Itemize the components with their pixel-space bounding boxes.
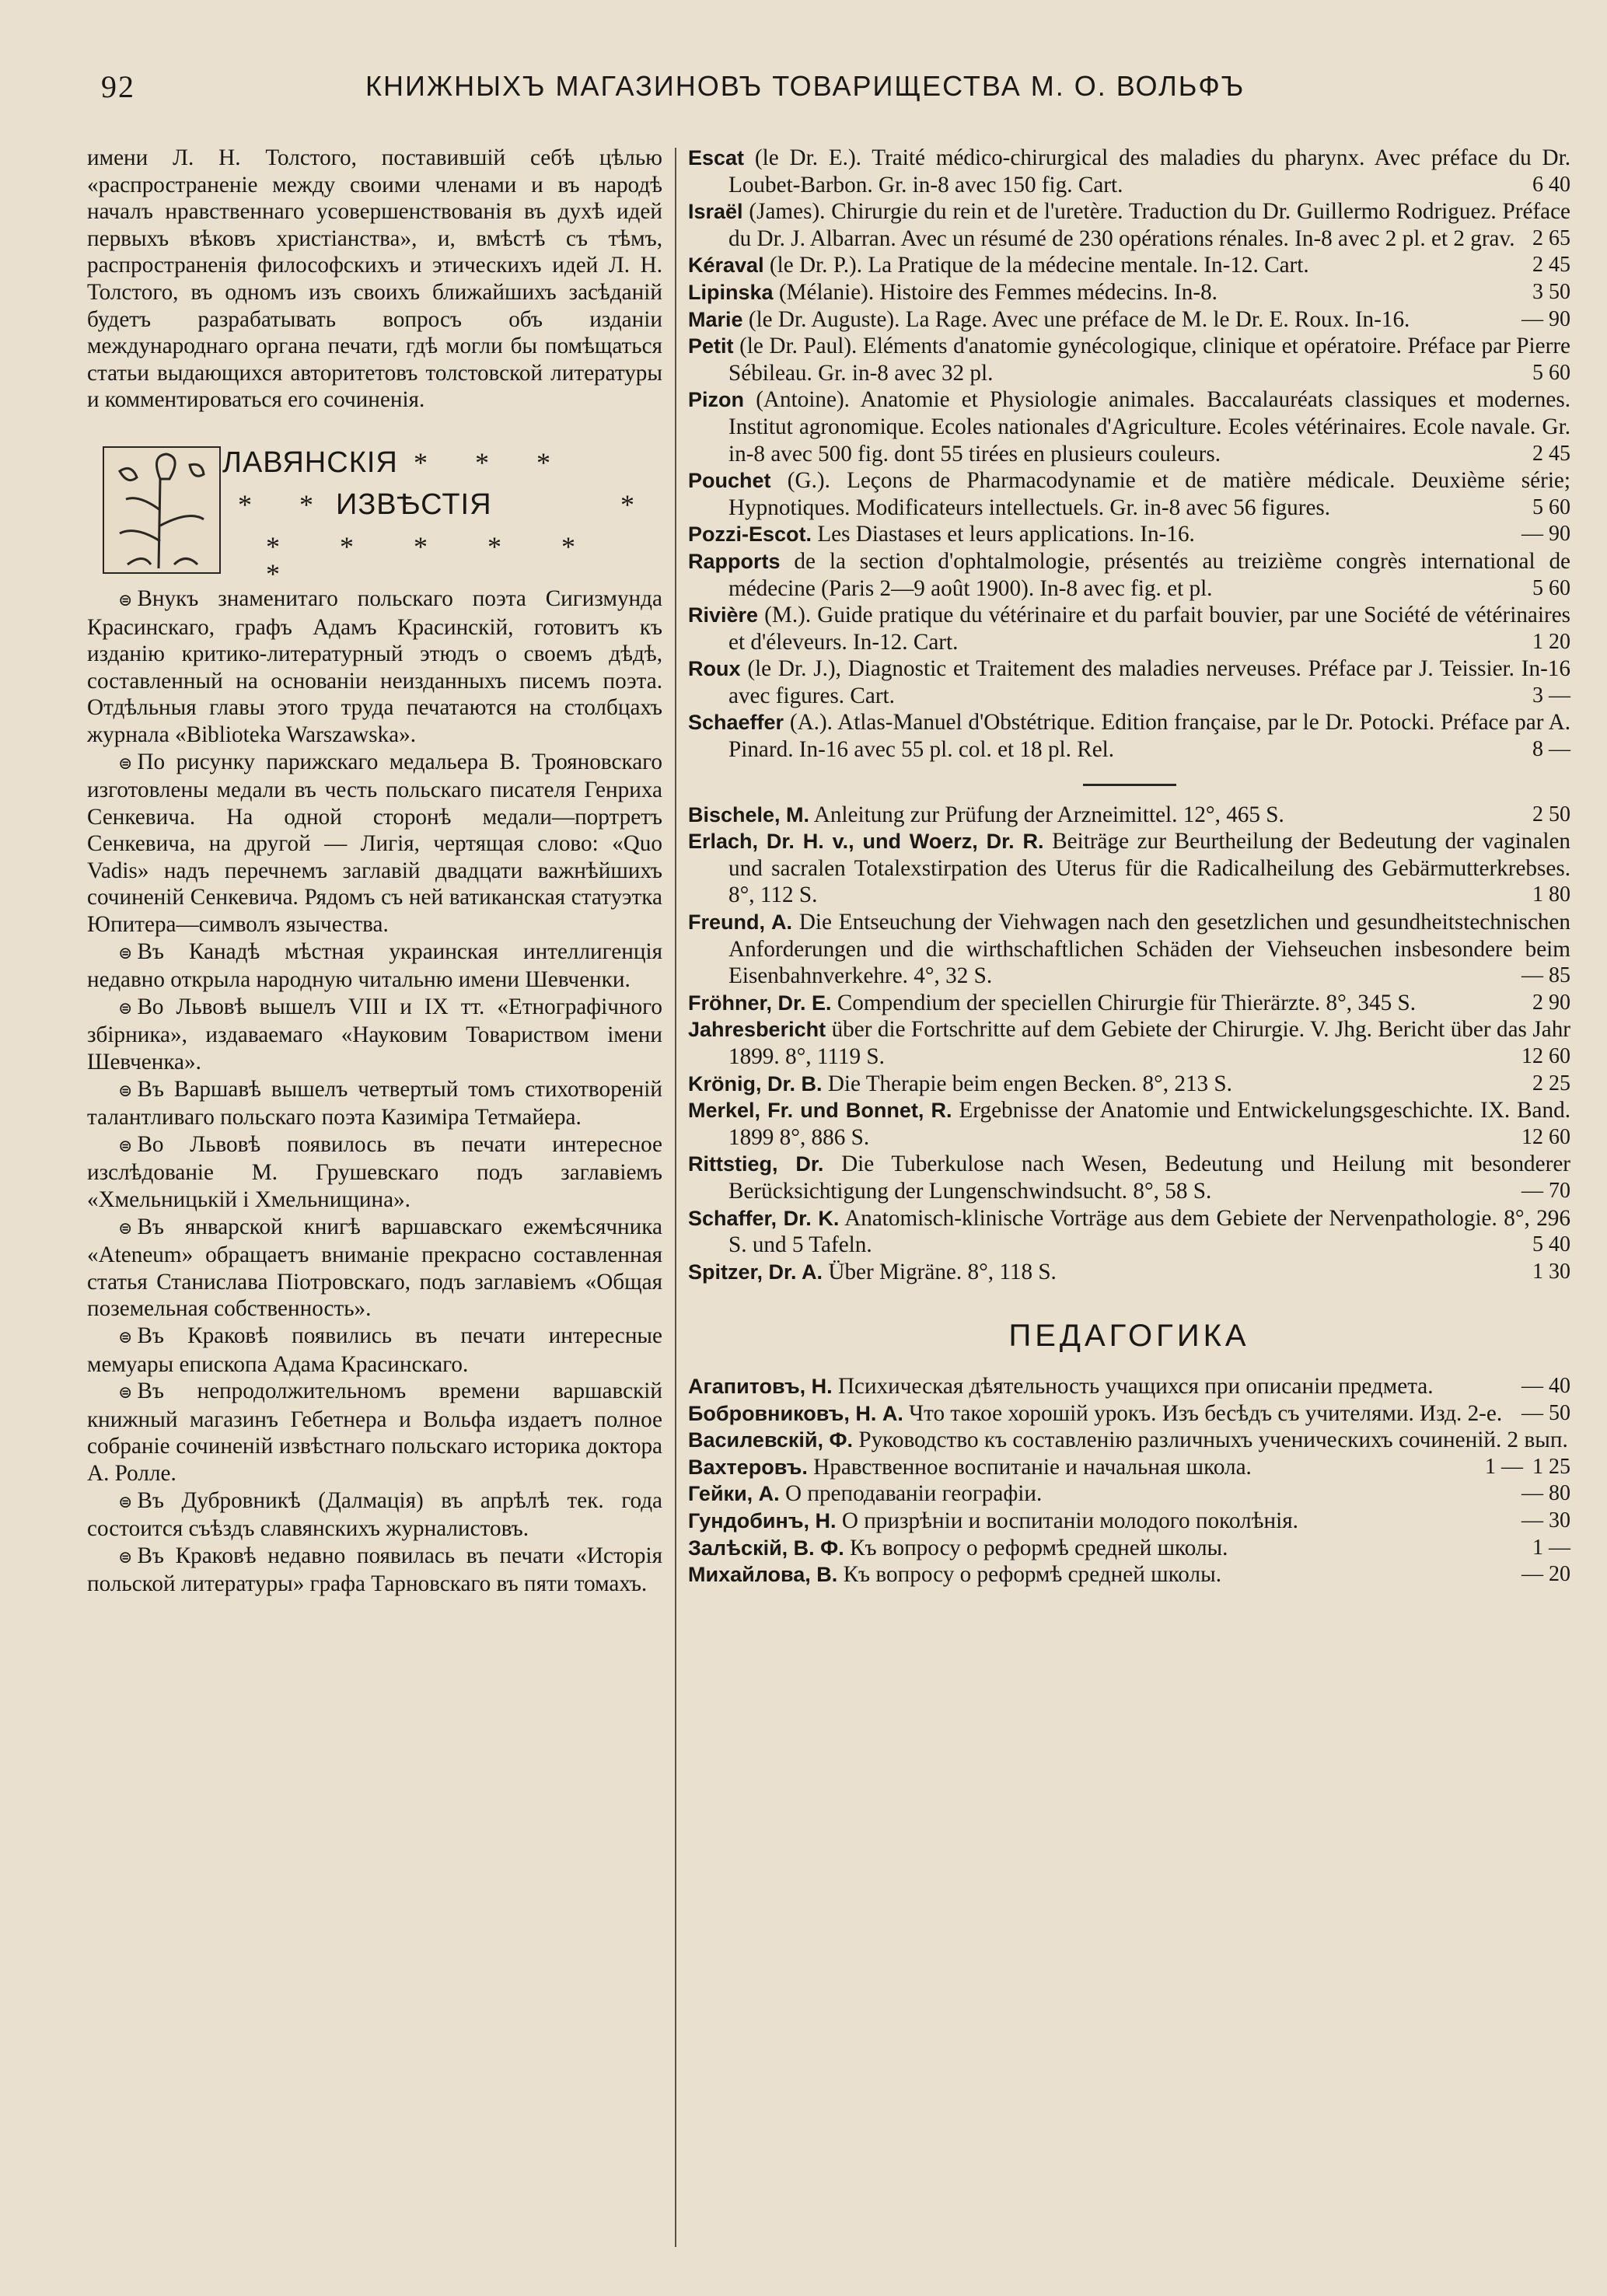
- catalog-entry: [688, 1400, 1570, 1428]
- catalog-entry: [688, 1508, 1570, 1535]
- catalog-entry: [688, 386, 1570, 467]
- entry-author: Marie: [688, 307, 743, 331]
- flower-ornament-icon: [103, 446, 221, 574]
- entry-author: Бобровниковъ, Н. А.: [688, 1401, 903, 1425]
- entry-price: — 30: [1521, 1508, 1570, 1532]
- entry-title: Anleitung zur Prüfung der Arzneimittel. 12°, 465 S.: [813, 802, 1284, 827]
- decorative-stars: * *: [238, 488, 334, 520]
- entry-author: Pozzi-Escot.: [688, 522, 812, 547]
- pedagogy-heading: ПЕДАГОГИКА: [1008, 1319, 1250, 1354]
- catalog-entry: [688, 1454, 1570, 1481]
- entry-author: Erlach, Dr. H. v., und Woerz, Dr. R.: [688, 830, 1044, 854]
- entry-title: Къ вопросу о реформѣ средней школы.: [850, 1535, 1228, 1560]
- entry-author: Israël: [688, 200, 743, 224]
- running-title: КНИЖНЫХЪ МАГАЗИНОВЪ ТОВАРИЩЕСТВА М. О. ВОЛЬФЪ: [365, 70, 1245, 102]
- bullet-mark-icon: ⊜: [118, 1546, 133, 1567]
- entry-price: 5 60: [1532, 494, 1570, 519]
- catalog-entry: [688, 1561, 1570, 1588]
- decorative-stars: *: [620, 488, 655, 520]
- entry-author: Залѣскій, В. Ф.: [688, 1536, 844, 1560]
- entry-author: Rittstieg, Dr.: [688, 1152, 824, 1176]
- entry-author: Kéraval: [688, 253, 764, 278]
- news-item: ⊜ Въ январской книгѣ варшавскаго ежемѣсячника «Ateneum» обращаетъ вниманіе прекрасно составленная статья Станислава Піотровскаго, подъ заглавіемъ «Общая поземельная собственность».: [87, 1214, 662, 1322]
- entry-title: О призрѣніи и воспитаніи молодого поколѣнія.: [841, 1508, 1298, 1533]
- catalog-entry: [688, 306, 1570, 334]
- catalog-entry: [688, 1151, 1570, 1204]
- catalog-entry: [688, 990, 1570, 1017]
- catalog-entry: [688, 828, 1570, 909]
- entry-price: 2 45: [1532, 441, 1570, 466]
- entry-title: (le Dr. Paul). Eléments d'anatomie gynécologique, clinique et opératoire. Préface par Pierre Sébileau. Gr. in-8 avec 32 pl.: [728, 334, 1570, 386]
- catalog-entry: [688, 521, 1570, 548]
- section-title-line1: ЛАВЯНСКІЯ: [222, 446, 398, 479]
- entry-title: Нравственное воспитаніе и начальная школа.: [813, 1454, 1252, 1480]
- catalog-entry: [688, 198, 1570, 252]
- news-item: ⊜ Во Львовѣ вышелъ VIII и IX тт. «Етнографічного збірника», издаваемаго «Науковим Товариством імени Шевченка».: [87, 994, 662, 1075]
- left-column: [87, 145, 662, 1598]
- entry-title: (James). Chirurgie du rein et de l'uretère. Traduction du Dr. Guillermo Rodriguez. Préface du Dr. J. Albarran. Avec un résumé de 230 opérations rénales. In-8 avec 2 pl. et 2 grav.: [728, 199, 1570, 251]
- entry-price: 1 —: [1485, 1454, 1523, 1479]
- news-item: ⊜ Въ Варшавѣ вышелъ четвертый томъ стихотвореній талантливаго польскаго поэта Казиміра Тетмайера.: [87, 1076, 662, 1131]
- section-separator: [1083, 784, 1176, 786]
- entry-price: 1 30: [1532, 1259, 1570, 1284]
- bullet-mark-icon: ⊜: [118, 1382, 133, 1403]
- entry-price: — 70: [1521, 1178, 1570, 1203]
- entry-title: Über Migräne. 8°, 118 S.: [828, 1259, 1057, 1284]
- page-number: 92: [101, 69, 135, 104]
- catalog-entry: [688, 1480, 1570, 1508]
- entry-price: 2 25: [1532, 1071, 1570, 1096]
- entry-title: (A.). Atlas-Manuel d'Obstétrique. Edition française, par le Dr. Potocki. Préface par A. Pinard. In-16 avec 55 pl. col. et 18 pl. Rel.: [728, 710, 1571, 763]
- entry-author: Roux: [688, 657, 741, 681]
- entry-price: 3 50: [1532, 279, 1570, 304]
- entry-title: Die Entseuchung der Viehwagen nach den gesetzlichen und gesundheitstechnischen Anforderungen und die wirthschaftlichen Schäden der Viehseuchen insbesondere beim Eisenbahnverkehre. 4°, 32 S.: [728, 910, 1570, 989]
- entry-title: (M.). Guide pratique du vétérinaire et du parfait bouvier, par une Société de vétérinaires et d'éleveurs. In-12. Cart.: [728, 603, 1571, 655]
- bullet-mark-icon: ⊜: [118, 1326, 133, 1347]
- entry-author: Pouchet: [688, 469, 771, 493]
- catalog-entry: [688, 145, 1570, 198]
- catalog-entry: [688, 1205, 1570, 1259]
- entry-author: Petit: [688, 334, 734, 358]
- entry-author: Schaeffer: [688, 711, 784, 735]
- entry-title: Les Diastases et leurs applications. In-16.: [817, 522, 1195, 547]
- entry-title: Compendium der speciellen Chirurgie für Thierärzte. 8°, 345 S.: [837, 990, 1416, 1015]
- entry-price: — 90: [1521, 522, 1570, 547]
- entry-title: Руководство къ составленію различныхъ ученическихъ сочиненій. 2 вып.: [858, 1428, 1568, 1453]
- catalog-entry: [688, 548, 1570, 602]
- german-medical-list: [688, 802, 1570, 1286]
- bullet-mark-icon: ⊜: [118, 998, 133, 1018]
- catalog-entry: [688, 802, 1570, 829]
- entry-price: — 20: [1521, 1562, 1570, 1587]
- entry-title: (Antoine). Anatomie et Physiologie animales. Baccalauréats classiques et modernes. Institut agronomique. Ecoles nationales d'Agriculture. Ecoles vétérinaires. Ecole navale. Gr. in-8 avec 500 fig. dont 55 tirées en plusieurs couleurs.: [728, 387, 1571, 467]
- entry-author: Escat: [688, 146, 745, 169]
- catalog-entry: [688, 1097, 1570, 1151]
- entry-price: 2 90: [1532, 990, 1570, 1015]
- entry-price: 3 —: [1532, 683, 1570, 708]
- entry-title: Die Tuberkulose nach Wesen, Bedeutung und Heilung mit besonderer Berücksichtigung der Lungenschwindsucht. 8°, 58 S.: [728, 1151, 1570, 1204]
- right-column: [688, 145, 1570, 1588]
- entry-title: Ergebnisse der Anatomie und Entwickelungsgeschichte. IX. Band. 1899 8°, 886 S.: [728, 1098, 1570, 1150]
- entry-price: 5 60: [1532, 360, 1570, 385]
- entry-title: (le Dr. Auguste). La Rage. Avec une préface de M. le Dr. E. Roux. In-16.: [748, 306, 1410, 332]
- news-item: ⊜ Въ Краковѣ появились въ печати интересные мемуары епископа Адама Красинскаго.: [87, 1323, 662, 1377]
- bullet-mark-icon: ⊜: [118, 1135, 133, 1155]
- intro-paragraph: имени Л. Н. Толстого, поставившій себѣ цѣлью «распространеніе между своими членами и въ народѣ началъ нравственнаго усовершенствованія въ духѣ идей первыхъ вѣковъ христіанства», и, вмѣстѣ съ тѣмъ, распространенія философскихъ и этическихъ идей Л. Н. Толстого, въ одномъ изъ своихъ ближайшихъ засѣданій будетъ разрабатывать вопросъ объ изданіи международнаго органа печати, гдѣ могли бы помѣщаться статьи выдающихся авторитетовъ толстовской литературы и комментироваться его сочиненія.: [87, 145, 662, 413]
- entry-price: 5 60: [1532, 575, 1570, 600]
- entry-title: Что такое хорошій урокъ. Изъ бесѣдъ съ учителями. Изд. 2-е.: [909, 1400, 1503, 1426]
- catalog-entry: [688, 1071, 1570, 1098]
- entry-price: 8 —: [1532, 737, 1570, 762]
- decorative-stars: * * *: [414, 446, 571, 478]
- entry-title: Anatomisch-klinische Vorträge aus dem Gebiete der Nervenpathologie. 8°, 296 S. und 5 Tafeln.: [728, 1205, 1570, 1258]
- news-item: ⊜ Въ Краковѣ недавно появилась въ печати «Исторія польской литературы» графа Тарновскаго въ пяти томахъ.: [87, 1543, 662, 1597]
- entry-title: (G.). Leçons de Pharmacodynamie et de matière médicale. Deuxième série; Hypnotiques. Modificateurs intellectuels. Gr. in-8 avec 56 figures.: [728, 468, 1570, 520]
- news-item: ⊜ Внукъ знаменитаго польскаго поэта Сигизмунда Красинскаго, графъ Адамъ Красинскій, готовитъ къ изданію критико-литературный этюдъ о своемъ дѣдѣ, составленный на основаніи неизданныхъ писемъ поэта. Отдѣльныя главы этого труда печатаются на столбцахъ журнала «Biblioteka Warszawska».: [87, 585, 662, 747]
- bullet-mark-icon: ⊜: [118, 753, 133, 773]
- entry-price: — 40: [1521, 1373, 1570, 1398]
- entry-author: Spitzer, Dr. A.: [688, 1260, 823, 1284]
- entry-title: (Mélanie). Histoire des Femmes médecins. In-8.: [778, 279, 1217, 305]
- entry-price: — 85: [1521, 963, 1570, 988]
- catalog-entry: [688, 333, 1570, 386]
- entry-price: 1 —: [1532, 1535, 1570, 1560]
- french-medical-list: [688, 145, 1570, 764]
- entry-author: Lipinska: [688, 280, 774, 304]
- news-item: ⊜ Въ Канадѣ мѣстная украинская интеллигенція недавно открыла народную читальню имени Шевченки.: [87, 938, 662, 993]
- entry-price: 1 80: [1532, 882, 1570, 907]
- news-item: ⊜ По рисунку парижскаго медальера В. Трояновскаго изготовлены медали въ честь польскаго писателя Генриха Сенкевича. На одной сторонѣ медали—портретъ Сенкевича, на другой — Лигія, чертящая слово: «Quo Vadis» надъ перечнемъ заглавій двадцати важнѣйшихъ сочиненій Сенкевича. Рядомъ съ ней ватиканская статуэтка Юпитера—символъ язычества.: [87, 749, 662, 938]
- catalog-entry: [688, 1259, 1570, 1286]
- entry-author: Merkel, Fr. und Bonnet, R.: [688, 1099, 952, 1123]
- catalog-entry: [688, 252, 1570, 279]
- entry-price: 2 45: [1532, 253, 1570, 278]
- entry-title: über die Fortschritte auf dem Gebiete der Chirurgie. V. Jhg. Bericht über das Jahr 1899. 8°, 1119 S.: [728, 1017, 1571, 1069]
- news-item: ⊜ Въ непродолжительномъ времени варшавскій книжный магазинъ Гебетнера и Вольфа издаетъ полное собраніе сочиненій извѣстнаго польскаго историка доктора А. Ролле.: [87, 1379, 662, 1486]
- column-divider: [675, 148, 676, 2247]
- entry-author: Fröhner, Dr. E.: [688, 991, 832, 1015]
- entry-price: 1 25: [1532, 1454, 1570, 1479]
- entry-price: 2 50: [1532, 802, 1570, 826]
- page-header: [101, 68, 1555, 107]
- decorative-stars: * * * * * *: [266, 530, 602, 589]
- entry-title: (le Dr. J.), Diagnostic et Traitement des maladies nerveuses. Préface par J. Teissier. In-16 avec figures. Cart.: [728, 656, 1570, 708]
- catalog-entry: [688, 279, 1570, 306]
- entry-author: Krönig, Dr. B.: [688, 1071, 823, 1096]
- news-item: ⊜ Въ Дубровникѣ (Далмація) въ апрѣлѣ тек. года состоится съѣздъ славянскихъ журналистовъ.: [87, 1487, 662, 1542]
- entry-author: Jahresbericht: [688, 1018, 826, 1042]
- catalog-entry: [688, 1373, 1570, 1400]
- entry-price: 6 40: [1532, 172, 1570, 197]
- entry-title: (le Dr. P.). La Pratique de la médecine mentale. In-12. Cart.: [769, 253, 1309, 278]
- entry-title: Психическая дѣятельность учащихся при описаніи предмета.: [837, 1373, 1434, 1399]
- entry-author: Михайлова, В.: [688, 1563, 838, 1587]
- entry-author: Freund, A.: [688, 910, 793, 935]
- entry-author: Bischele, M.: [688, 802, 810, 826]
- entry-price: — 90: [1521, 306, 1570, 331]
- entry-price: — 50: [1521, 1400, 1570, 1425]
- catalog-entry: [688, 602, 1570, 655]
- entry-price: 1 20: [1532, 629, 1570, 654]
- entry-title: de la section d'ophtalmologie, présentés au treizième congrès international de médecine (Paris 2—9 août 1900). In-8 avec fig. et pl.: [728, 548, 1570, 601]
- catalog-entry: [688, 467, 1570, 521]
- entry-title: Beiträge zur Beurtheilung der Bedeutung der vaginalen und sacralen Totalexstirpation des Uterus für die Radicalheilung des Gebärmutterkrebses. 8°, 112 S.: [728, 829, 1570, 908]
- catalog-entry: [688, 909, 1570, 990]
- entry-author: Rapports: [688, 549, 781, 573]
- entry-price: 2 65: [1532, 225, 1570, 250]
- entry-title: Die Therapie beim engen Becken. 8°, 213 S.: [827, 1071, 1232, 1096]
- bullet-mark-icon: ⊜: [118, 1491, 133, 1511]
- catalog-entry: [688, 709, 1570, 763]
- catalog-entry: [688, 1016, 1570, 1070]
- entry-price: 12 60: [1521, 1124, 1570, 1149]
- bullet-mark-icon: ⊜: [118, 942, 133, 963]
- catalog-entry: [688, 1535, 1570, 1562]
- entry-author: Вахтеровъ.: [688, 1455, 808, 1479]
- entry-price: 12 60: [1521, 1044, 1570, 1068]
- entry-author: Гундобинъ, Н.: [688, 1508, 837, 1532]
- news-item: ⊜ Во Львовѣ появилось въ печати интересное изслѣдованіе М. Грушевскаго подъ заглавіемъ «Хмельницькій і Хмельнищина».: [87, 1131, 662, 1212]
- bullet-mark-icon: ⊜: [118, 1080, 133, 1100]
- entry-author: Schaffer, Dr. K.: [688, 1206, 840, 1230]
- entry-title: Къ вопросу о реформѣ средней школы.: [843, 1562, 1221, 1588]
- entry-author: Гейки, А.: [688, 1482, 780, 1506]
- entry-price: 5 40: [1532, 1232, 1570, 1257]
- catalog-entry: [688, 655, 1570, 709]
- entry-author: Pizon: [688, 388, 744, 412]
- entry-price: — 80: [1521, 1481, 1570, 1506]
- bullet-mark-icon: ⊜: [118, 1218, 133, 1238]
- slavic-news-heading: [87, 446, 662, 589]
- bullet-mark-icon: ⊜: [118, 589, 133, 610]
- section-title-line2: ИЗВѢСТІЯ: [336, 488, 492, 521]
- pedagogy-list: [688, 1373, 1570, 1588]
- entry-author: Агапитовъ, Н.: [688, 1374, 833, 1398]
- entry-author: Rivière: [688, 603, 759, 627]
- entry-author: Василевскій, Ф.: [688, 1428, 854, 1452]
- entry-title: О преподаваніи географіи.: [784, 1481, 1043, 1507]
- entry-title: (le Dr. E.). Traité médico-chirurgical des maladies du pharynx. Avec préface du Dr. Loubet-Barbon. Gr. in-8 avec 150 fig. Cart.: [728, 145, 1571, 197]
